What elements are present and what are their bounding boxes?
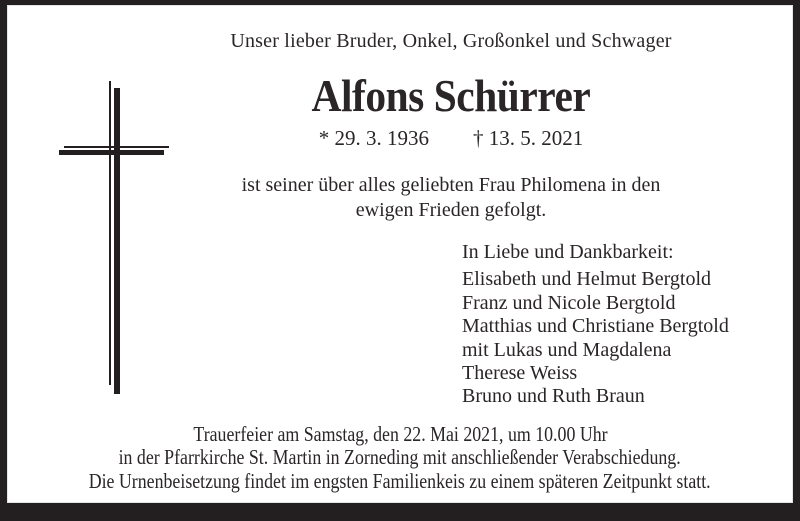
cross-vertical-thick-stroke xyxy=(114,88,120,394)
deceased-name-line xyxy=(151,70,751,121)
deceased-name: Alfons Schürrer xyxy=(311,70,591,121)
mourner-name: Elisabeth und Helmut Bergtold xyxy=(462,268,712,291)
funeral-info xyxy=(0,423,800,493)
mourner-name: Franz und Nicole Bergtold xyxy=(462,291,676,314)
farewell-message xyxy=(151,173,751,222)
death-date: † 13. 5. 2021 xyxy=(473,126,584,150)
life-dates xyxy=(151,127,751,149)
farewell-message-line: ist seiner über alles geliebten Frau Philomena in den xyxy=(241,174,661,196)
mourner-name: Bruno und Ruth Braun xyxy=(462,385,645,408)
funeral-info-line: Trauerfeier am Samstag, den 22. Mai 2021, um 10.00 Uhr xyxy=(192,422,608,446)
mourner-name: Therese Weiss xyxy=(462,362,578,385)
relatives-intro: Unser lieber Bruder, Onkel, Großonkel und Schwager xyxy=(230,30,672,52)
closing-line: In Liebe und Dankbarkeit: xyxy=(462,241,674,263)
farewell-message-line: ewigen Frieden gefolgt. xyxy=(355,198,547,221)
mourner-name: Matthias und Christiane Bergtold xyxy=(462,315,729,338)
cross-vertical-thin-stroke xyxy=(109,81,111,385)
mourner-name: mit Lukas und Magdalena xyxy=(462,338,672,361)
birth-date: * 29. 3. 1936 xyxy=(318,126,429,150)
funeral-info-line: in der Pfarrkirche St. Martin in Zorneding mit anschließender Verabschiedung. xyxy=(118,445,682,470)
mourners-block xyxy=(462,241,729,409)
cross-horizontal-thick-stroke xyxy=(59,150,164,155)
funeral-info-line: Die Urnenbeisetzung findet im engsten Familienkeis zu einem späteren Zeitpunkt statt. xyxy=(89,468,711,493)
